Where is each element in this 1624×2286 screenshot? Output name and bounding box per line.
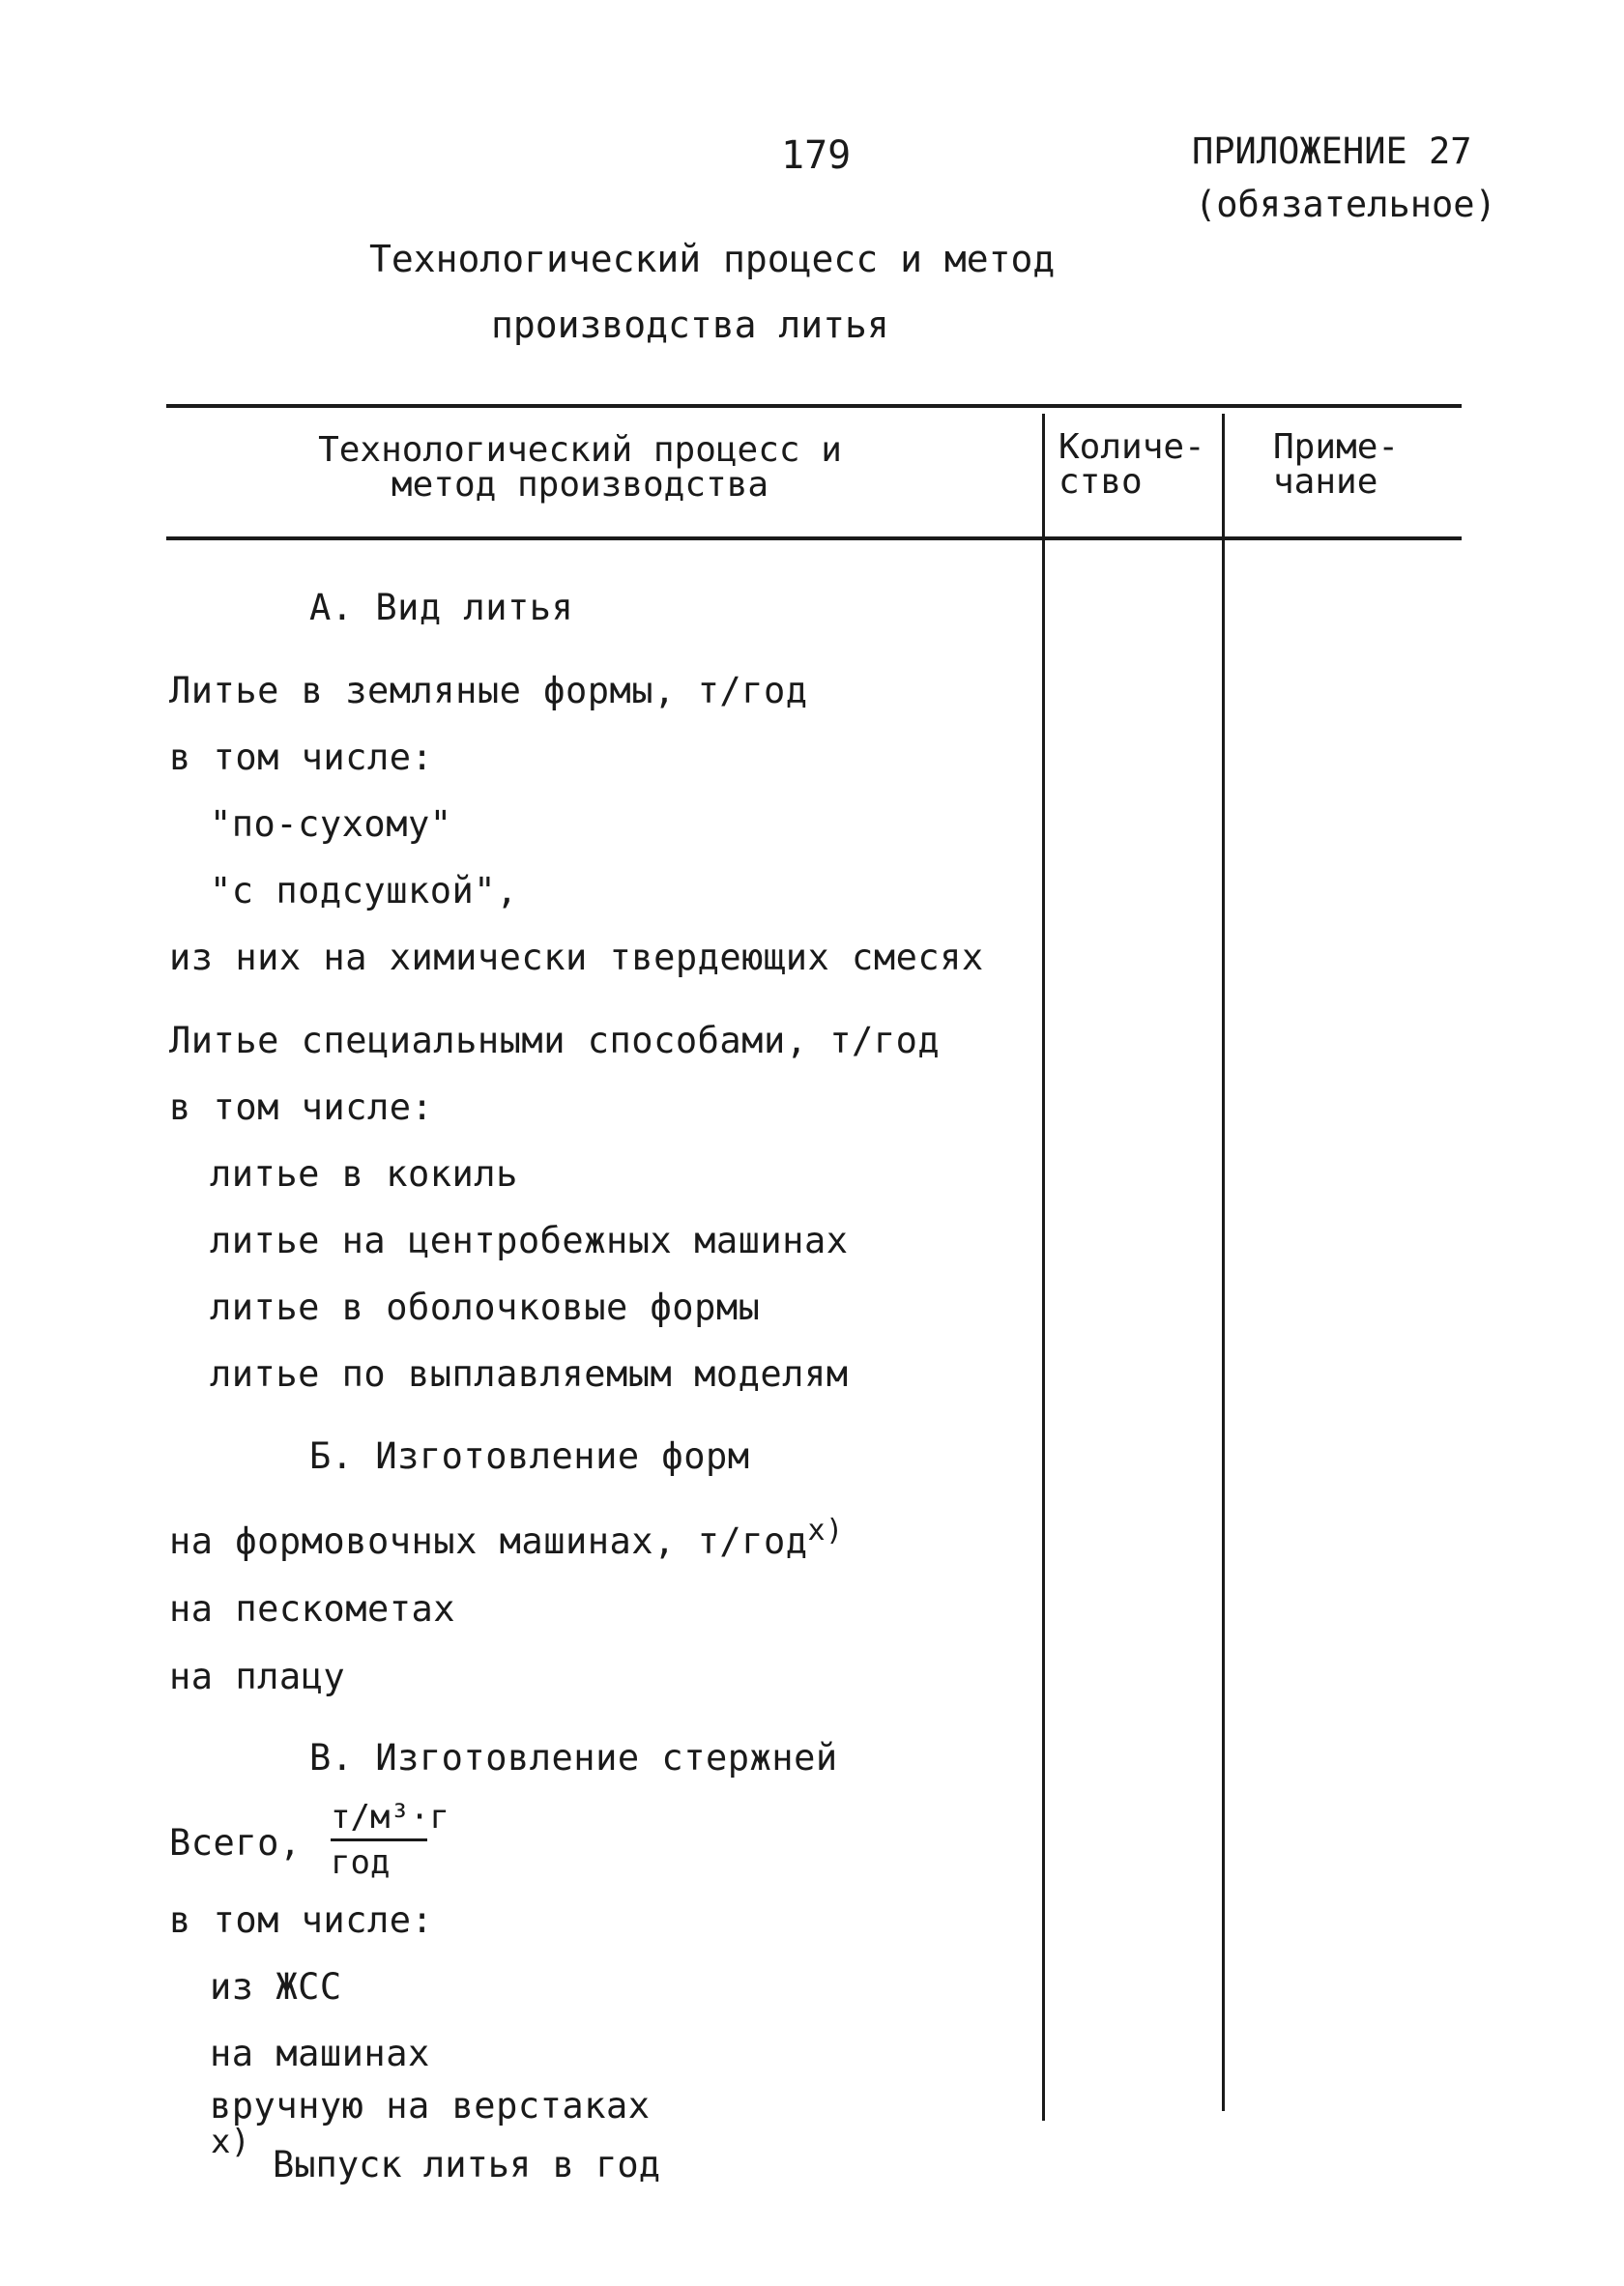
column-divider-2 <box>1222 414 1225 2111</box>
header-note-text: Приме- чание <box>1273 427 1400 502</box>
footnote-reference: х) <box>807 1514 844 1548</box>
appendix-title: ПРИЛОЖЕНИЕ 27 <box>1192 130 1472 172</box>
section-b-title: Б. Изготовление форм <box>309 1435 750 1477</box>
table-row: литье по выплавляемым моделям <box>210 1353 849 1395</box>
table-header-rule <box>166 536 1462 540</box>
table-top-rule <box>166 404 1462 408</box>
table-row: в том числе: <box>169 1086 434 1128</box>
table-row: на машинах <box>210 2033 430 2074</box>
document-title-line2: производства литья <box>491 304 889 346</box>
table-row <box>169 1514 844 1562</box>
table-row: в том числе: <box>169 737 434 778</box>
table-row: Литье в земляные формы, т/год <box>169 670 808 711</box>
unit-numerator: т/м³·г <box>331 1798 427 1841</box>
unit-fraction <box>331 1798 450 1882</box>
appendix-subtitle: (обязательное) <box>1195 184 1496 225</box>
document-title-line1: Технологический процесс и метод <box>369 238 1056 280</box>
table-row: Литье специальными способами, т/год <box>169 1020 941 1061</box>
unit-denominator: год <box>331 1843 391 1882</box>
table-row: "по-сухому" <box>210 803 452 845</box>
table-row: из них на химически твердеющих смесях <box>169 937 984 978</box>
page-number: 179 <box>781 133 852 178</box>
section-a-title: А. Вид литья <box>309 587 574 628</box>
footnote-text: Выпуск литья в год <box>273 2144 660 2185</box>
footnote-marker: х) <box>211 2123 250 2161</box>
header-quantity <box>1058 427 1213 502</box>
table-row: в том числе: <box>169 1899 434 1941</box>
table-row: литье на центробежных машинах <box>210 1220 849 1261</box>
table-row: литье в кокиль <box>210 1153 518 1195</box>
table-row: из ЖСС <box>210 1966 342 2008</box>
header-process <box>242 430 918 505</box>
section-c-title: В. Изготовление стержней <box>309 1737 838 1779</box>
table-row: вручную на верстаках <box>210 2085 651 2127</box>
header-process-text: Технологический процесс и метод производства <box>318 430 842 505</box>
table-row: "с подсушкой", <box>210 870 518 912</box>
header-quantity-text: Количе- ство <box>1058 427 1205 502</box>
total-label: Всего, <box>169 1822 302 1864</box>
table-row: на пескометах <box>169 1588 456 1630</box>
table-row: литье в оболочковые формы <box>210 1287 761 1328</box>
header-note <box>1273 427 1408 502</box>
column-divider-1 <box>1042 414 1045 2121</box>
row-text: на формовочных машинах, т/год <box>169 1520 808 1562</box>
table-row: на плацу <box>169 1656 346 1697</box>
